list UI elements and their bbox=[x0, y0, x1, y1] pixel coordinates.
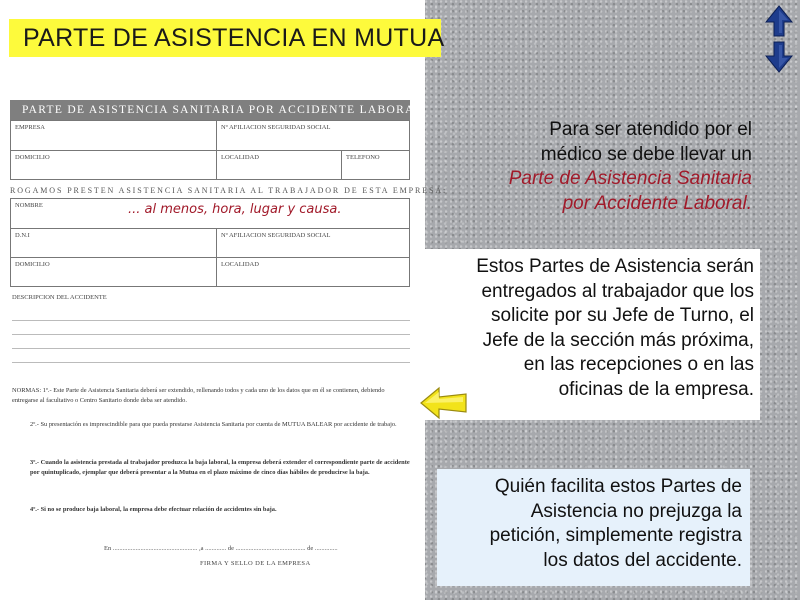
company-table bbox=[10, 120, 410, 180]
disclaimer-line: petición, simplemente registra bbox=[489, 525, 742, 546]
disclaimer-line: Asistencia no prejuzga la bbox=[530, 500, 742, 522]
delivery-line: solicite por su Jefe de Turno, el bbox=[491, 305, 754, 326]
ss-number-field: Nº AFILIACION SEGURIDAD SOCIAL bbox=[216, 121, 409, 150]
description-label: DESCRIPCION DEL ACCIDENTE bbox=[12, 294, 107, 301]
description-line bbox=[12, 348, 410, 349]
worker-id-row bbox=[11, 228, 409, 257]
worker-address-row bbox=[11, 257, 409, 286]
sign-label: FIRMA Y SELLO DE LA EMPRESA bbox=[200, 560, 311, 567]
norm-paragraph-2: 2º.- Su presentación es imprescindible para que pueda prestarse Asistencia Sanitaria por cuenta de MUTUA BALEAR por accidente de trabajo. bbox=[30, 421, 397, 428]
delivery-line: Jefe de la sección más próxima, bbox=[482, 329, 754, 351]
arrow-left-icon bbox=[419, 385, 469, 421]
description-line bbox=[12, 320, 410, 321]
company-phone-field: TELEFONO bbox=[341, 151, 409, 179]
worker-name-field: NOMBRE bbox=[15, 202, 43, 209]
norm-paragraph-1: NORMAS: 1º.- Este Parte de Asistencia Sanitaria deberá ser extendido, rellenando todos y cada uno de los datos que en él se contienen, debiendo entregarse al facultativo o Centro Sanitario donde deba ser atendido. bbox=[12, 387, 385, 404]
delivery-line: entregados al trabajador que los bbox=[481, 280, 754, 302]
delivery-line: Estos Partes de Asistencia serán bbox=[476, 256, 754, 277]
intro-line: médico se debe llevar un bbox=[540, 143, 752, 165]
worker-address-field: DOMICILIO bbox=[15, 261, 50, 268]
disclaimer-box bbox=[437, 469, 750, 586]
slide-title: PARTE DE ASISTENCIA EN MUTUA bbox=[9, 19, 441, 57]
company-row bbox=[11, 121, 409, 150]
accident-form bbox=[10, 100, 448, 582]
accident-note: ... al menos, hora, lugar y causa. bbox=[128, 202, 342, 217]
intro-text bbox=[430, 118, 752, 216]
arrow-down-icon[interactable] bbox=[766, 42, 792, 72]
intro-highlight: Parte de Asistencia Sanitaria bbox=[508, 168, 752, 189]
description-line bbox=[12, 334, 410, 335]
request-line: ROGAMOS PRESTEN ASISTENCIA SANITARIA AL TRABAJADOR DE ESTA EMPRESA: bbox=[10, 186, 448, 195]
delivery-info-box bbox=[425, 249, 760, 420]
company-field: EMPRESA bbox=[15, 124, 45, 131]
company-city-field: LOCALIDAD bbox=[216, 151, 341, 179]
intro-line: Para ser atendido por el bbox=[549, 119, 752, 140]
worker-city-field: LOCALIDAD bbox=[216, 258, 409, 286]
nav-arrows bbox=[764, 3, 794, 75]
disclaimer-line: Quién facilita estos Partes de bbox=[494, 476, 742, 497]
form-header: PARTE DE ASISTENCIA SANITARIA POR ACCIDENTE LABORAL bbox=[10, 100, 410, 120]
intro-highlight: por Accidente Laboral. bbox=[562, 192, 752, 214]
worker-dni-field: D.N.I bbox=[15, 232, 30, 239]
company-address-row bbox=[11, 150, 409, 179]
sign-date-line: En .................................................... ,a ............. de ........................................... de .............. bbox=[104, 545, 338, 552]
delivery-line: oficinas de la empresa. bbox=[558, 378, 754, 400]
norm-paragraph-3: 3º.- Cuando la asistencia prestada al trabajador produzca la baja laboral, la empresa deberá extender el correspondiente parte de accidente por quintuplicado, ejemplar que deberá presentar a la Mutua en el plazo máximo de cinco días hábiles de producirse la baja. bbox=[30, 459, 410, 476]
description-line bbox=[12, 362, 410, 363]
company-address-field: DOMICILIO bbox=[15, 154, 50, 161]
delivery-line: en las recepciones o en las bbox=[523, 354, 754, 375]
arrow-up-icon[interactable] bbox=[766, 6, 792, 36]
norm-paragraph-4: 4º.- Si no se produce baja laboral, la empresa debe efectuar relación de accidentes sin baja. bbox=[30, 506, 277, 513]
worker-ss-field: Nº AFILIACION SEGURIDAD SOCIAL bbox=[216, 229, 409, 257]
disclaimer-line: los datos del accidente. bbox=[543, 549, 742, 571]
